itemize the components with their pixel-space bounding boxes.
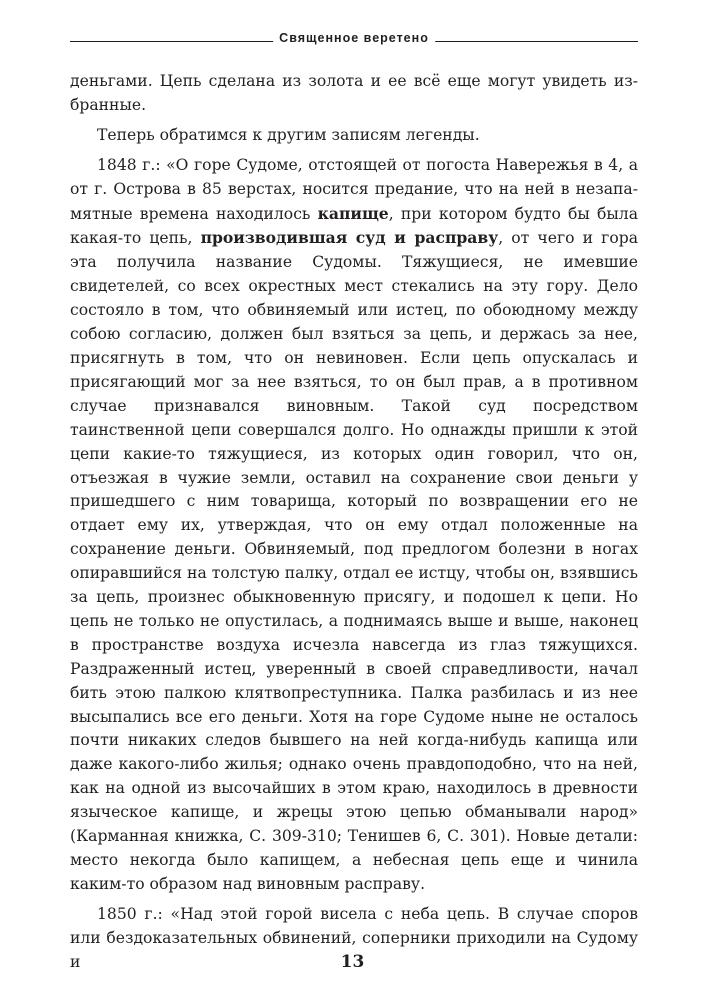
- page-number: 13: [340, 952, 365, 972]
- text-run: , от чего и гора эта получила название Судомы. Тяжущиеся, не имевшие свидетелей, со всех окрестных мест стекались на эту гору. Дело состояло в том, что обвиняемый или истец, по обоюдному между собою согласию, должен был взяться за цепь, и держась за нее, присягнуть в том, что он невиновен. Если цепь опускалась и присягающий мог за нее взяться, то он был прав, а в противном случае признавался виновным. Такой суд посредством таинственной цепи совершался долго. Но однажды пришли к этой цепи какие-то тяжущиеся, из которых один говорил, что он, отъезжая в чужие земли, оставил на сохранение свои деньги у пришедшего с ним товарища, который по возвращении его не отдает ему их, утверждая, что он ему отдал положенные на сохранение деньги. Обвиняемый, под предлогом болезни в ногах опиравшийся на толстую палку, отдал ее истцу, чтобы он, взявшись за цепь, произнес обыкновенную присягу, и подошел к цепи. Но цепь не только не опустилась, а поднимаясь выше и выше, наконец в пространстве воздуха исчезла навсегда из глаз тяжущихся. Раздраженный истец, уверенный в своей справедливости, начал бить этою палкою клятвопреступника. Палка разбилась и из нее высыпались все его деньги. Хотя на горе Судоме ныне не осталось почти никаких следов бывшего на ней когда-нибудь капища или даже какого-либо жилья; однако очень правдоподобно, что на ней, как на одной из высочайших в этом краю, находилось в древности языческое капище, и жрецы этою цепью обманывали народ» (Карманная книжка, С. 309-310; Тенишев 6, С. 301). Новые детали: место некогда было капищем, а небесная цепь еще и чинила каким-то образом над виновным расправу.: [70, 229, 638, 893]
- text-run: , при котором будто бы была какая-то цепь,: [70, 204, 638, 248]
- paragraph-continuation: деньгами. Цепь сделана из золота и ее всё еще могут увидеть избранные.: [70, 72, 638, 114]
- bold-term-sud: производившая суд и расправу: [200, 228, 499, 248]
- paragraph-1850: 1850 г.: «Над этой горой висела с неба цепь. В случае споров или бездоказательных обвинений, соперники приходили на Судому и: [70, 904, 638, 971]
- text-run: 1848 г.: «О горе Судоме, отстоящей от погоста Навережья в 4, а от г. Острова в 85 верстах, носится предание, что на ней в незапамятные времена находилось: [70, 155, 638, 223]
- running-header: [70, 28, 638, 48]
- bold-term-kapishche: капище: [317, 203, 389, 223]
- header-title: Священное веретено: [273, 28, 435, 48]
- paragraph-1848: [70, 154, 638, 897]
- paragraph-intro: Теперь обратимся к другим записям легенды.: [97, 125, 480, 144]
- body-text: [70, 70, 638, 981]
